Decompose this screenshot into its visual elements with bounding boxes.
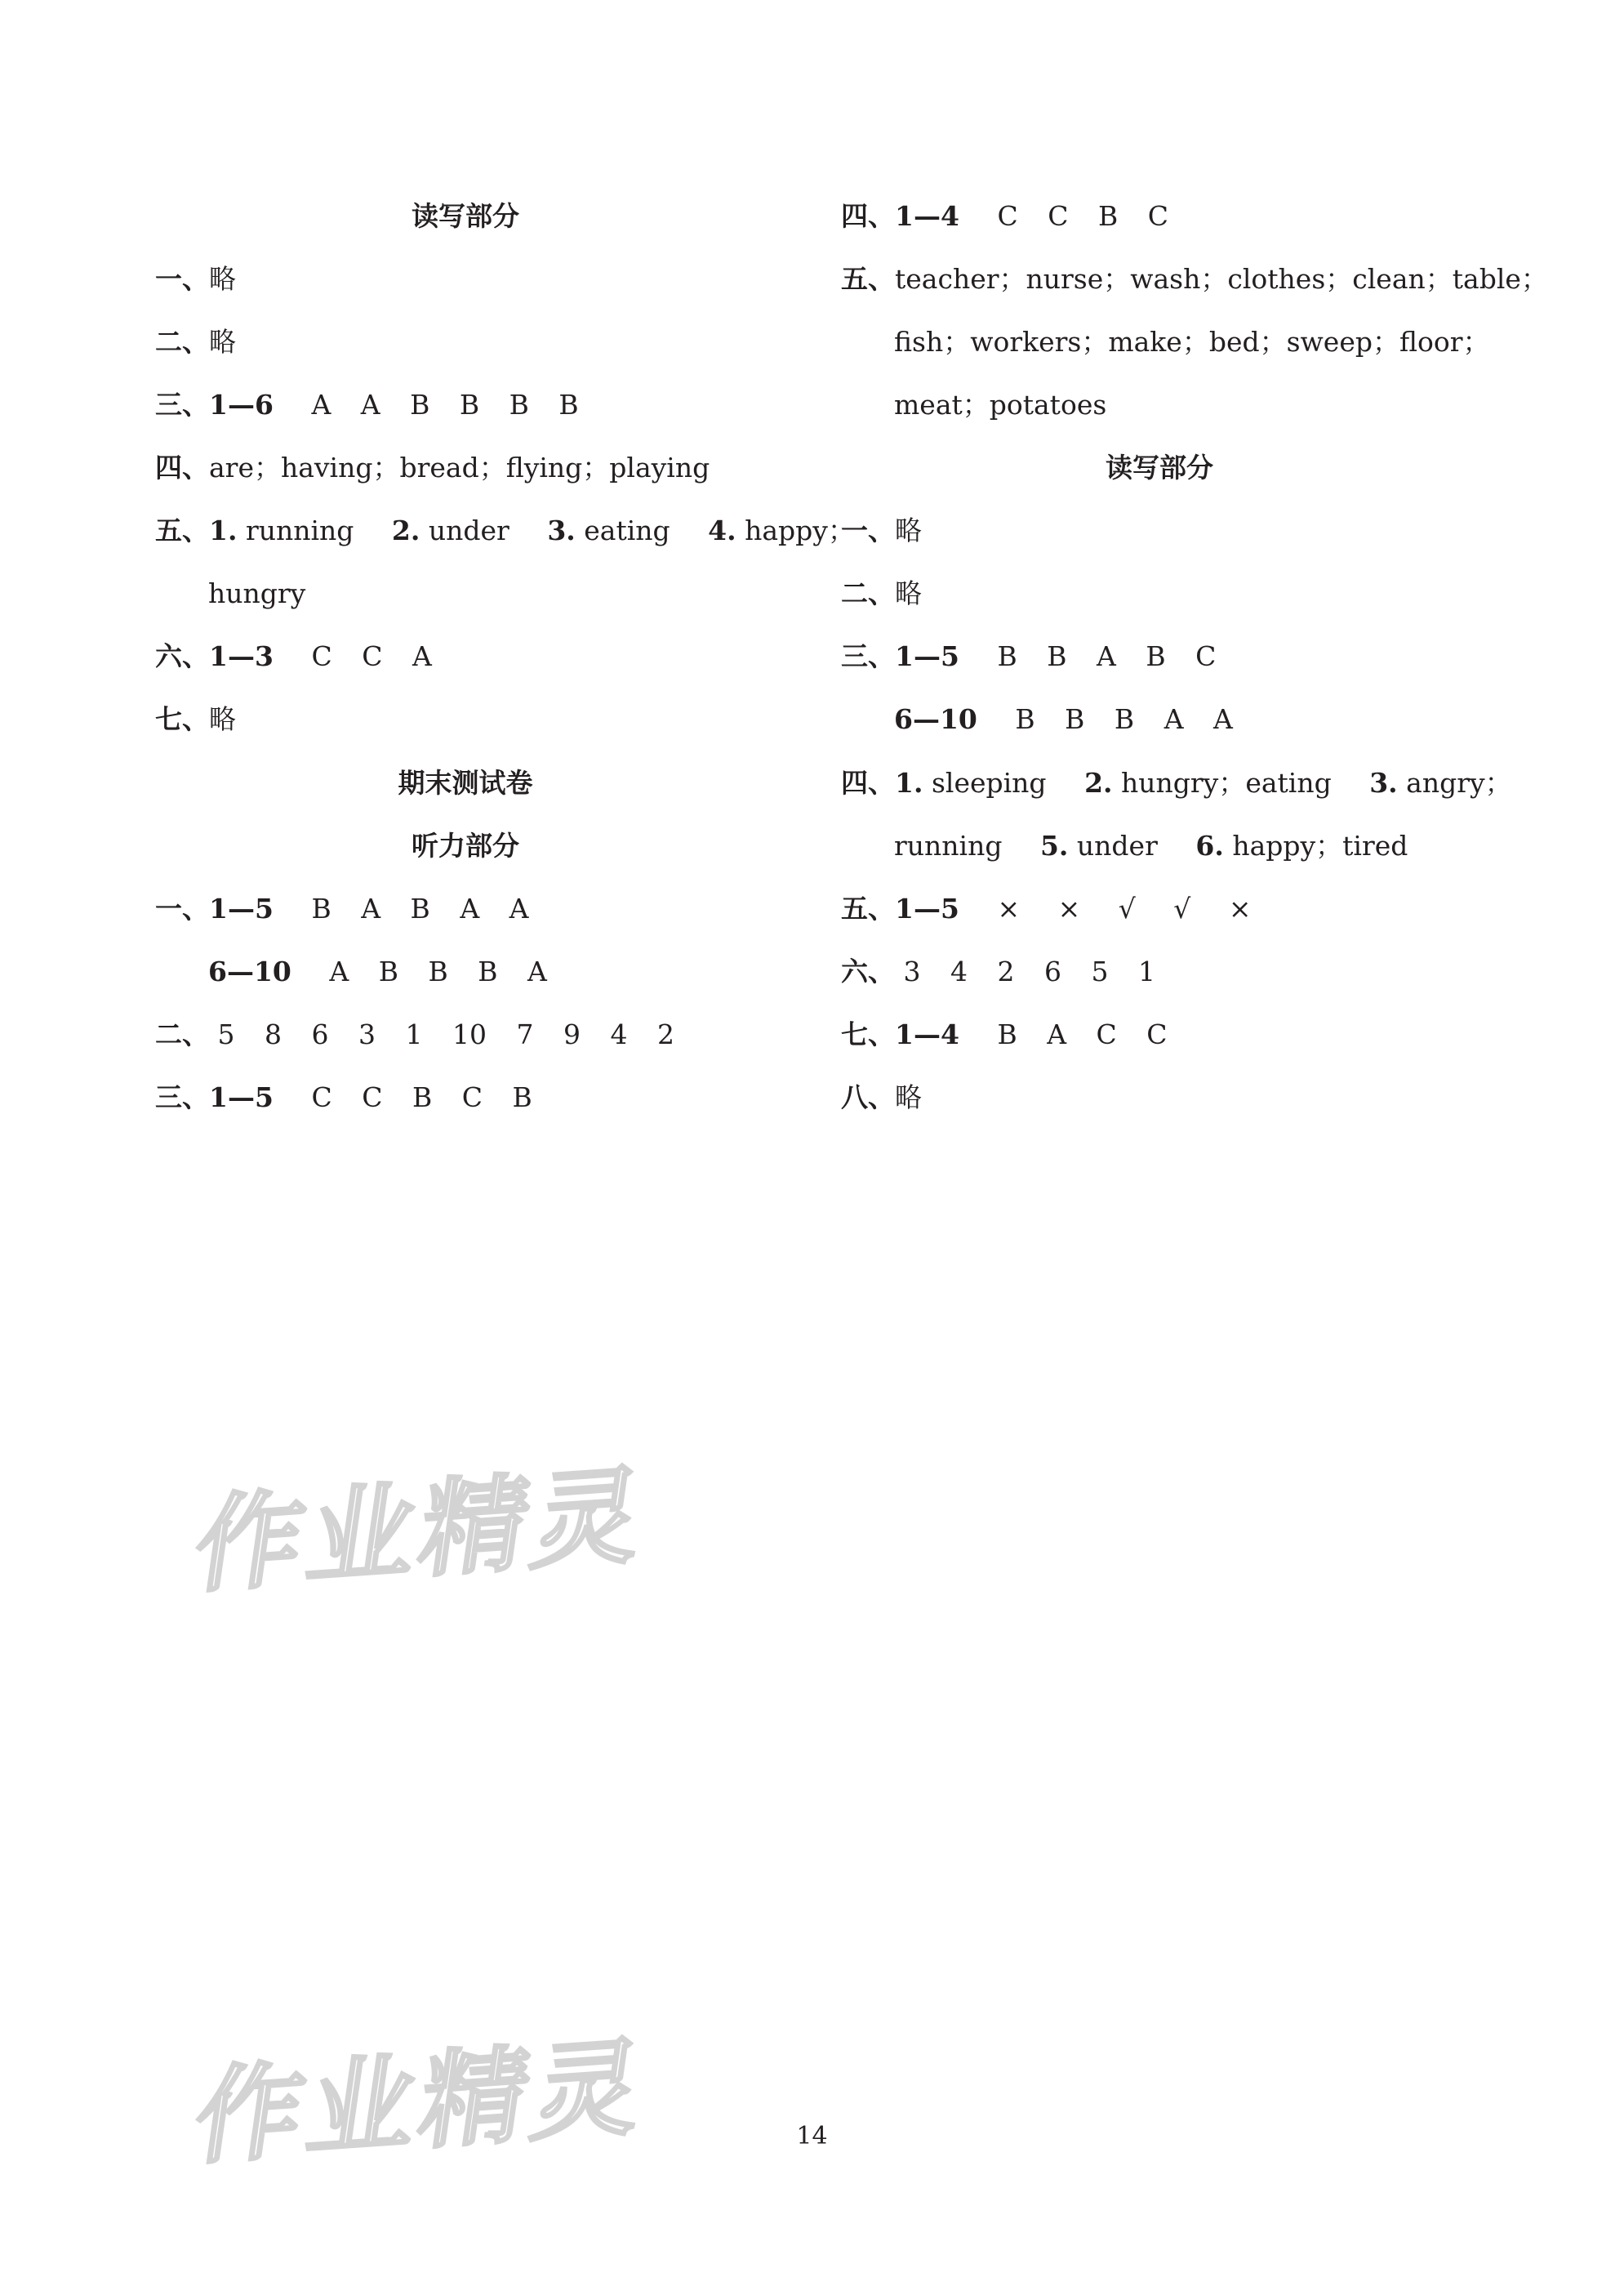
answer-item: C [1048, 200, 1069, 232]
item-number: 2. [1084, 767, 1113, 799]
answer-item: workers； [970, 326, 1109, 358]
answer-item: A [460, 893, 480, 925]
question-label: 七、 [155, 703, 209, 735]
answer-item: sweep； [1286, 326, 1399, 358]
answer-item: × [1057, 893, 1081, 925]
item-number: 3. [1369, 767, 1398, 799]
answer-line [841, 198, 1168, 234]
question-range: 1—5 [895, 640, 959, 672]
answer-item: A [329, 956, 349, 987]
answer-item: C [997, 200, 1018, 232]
section-heading-listening: 听力部分 [412, 830, 519, 862]
answer-text: 略 [895, 577, 922, 609]
item-number: 1. [895, 767, 923, 799]
question-label: 二、 [841, 577, 895, 609]
answer-line [155, 261, 236, 297]
answer-line [841, 261, 1548, 297]
question-label: 四、 [841, 200, 895, 232]
answer-item: 3 [358, 1018, 376, 1050]
question-label: 三、 [841, 640, 895, 672]
answer-item: B [410, 893, 430, 925]
answer-continuation: hungry [208, 577, 306, 609]
answer-item: 5 [217, 1018, 235, 1050]
answer-item: A [412, 640, 432, 672]
answer-line [841, 513, 922, 549]
answer-item: × [1228, 893, 1252, 925]
answer-item: √ [1173, 893, 1191, 925]
answer-line [155, 1017, 674, 1053]
item-number: 1. [209, 515, 238, 546]
answer-item: happy； [745, 515, 855, 546]
answer-item: A [311, 389, 331, 421]
answer-item: C [362, 1081, 383, 1113]
answer-item: A [360, 389, 380, 421]
answer-item: C [362, 640, 383, 672]
answer-item: B [997, 640, 1017, 672]
answer-item: B [1146, 640, 1166, 672]
question-range: 6—10 [894, 703, 977, 735]
answer-item: B [997, 1018, 1017, 1050]
answer-item: B [558, 389, 579, 421]
question-label: 六、 [155, 640, 209, 672]
answer-item: fish； [894, 326, 971, 358]
item-number: 3. [547, 515, 576, 546]
answer-item: C [311, 1081, 332, 1113]
answer-item: A [1047, 1018, 1067, 1050]
answer-line [155, 513, 855, 549]
answer-line [155, 324, 236, 360]
question-label: 五、 [155, 515, 209, 546]
answer-item: 6 [1044, 956, 1061, 987]
answer-line [841, 1017, 1168, 1053]
question-range: 6—10 [208, 956, 291, 987]
answer-item: A [1163, 703, 1184, 735]
answer-item: 7 [516, 1018, 534, 1050]
answer-item: C [461, 1081, 483, 1113]
answer-item: happy；tired [1232, 830, 1408, 862]
answer-item: bed； [1208, 326, 1287, 358]
answer-item: B [1065, 703, 1085, 735]
section-heading-reading-writing: 读写部分 [1106, 452, 1213, 484]
answer-item: B [378, 956, 398, 987]
question-label: 八、 [841, 1081, 895, 1113]
answer-text: 略 [895, 1081, 922, 1113]
answer-line [155, 450, 710, 486]
answer-item: 2 [997, 956, 1015, 987]
answer-item: teacher； [895, 263, 1026, 295]
answer-item: clothes； [1227, 263, 1353, 295]
answer-item: 4 [610, 1018, 628, 1050]
answer-item: clean； [1352, 263, 1453, 295]
answer-item: running [894, 830, 1003, 862]
answer-item: 4 [950, 956, 968, 987]
answer-item: under [428, 515, 509, 546]
answer-item: 6 [311, 1018, 329, 1050]
answer-item: A [361, 893, 381, 925]
answer-item: running [245, 515, 354, 546]
answer-item: B [512, 1081, 532, 1113]
answer-item: A [527, 956, 547, 987]
answer-item: B [412, 1081, 433, 1113]
question-label: 五、 [841, 893, 895, 925]
answer-item: √ [1118, 893, 1136, 925]
answer-item: C [1195, 640, 1217, 672]
answer-item: angry； [1406, 767, 1512, 799]
answer-item: hungry；eating [1121, 767, 1332, 799]
section-heading-reading-writing: 读写部分 [412, 200, 519, 232]
answer-item: × [997, 893, 1021, 925]
answer-item: under [1076, 830, 1158, 862]
answer-item: 9 [563, 1018, 581, 1050]
answer-item: C [1096, 1018, 1117, 1050]
answer-item: B [478, 956, 498, 987]
question-range: 1—5 [895, 893, 959, 925]
answer-item: 10 [452, 1018, 487, 1050]
answer-item: 8 [265, 1018, 282, 1050]
question-label: 一、 [155, 263, 209, 295]
answer-item: B [311, 893, 331, 925]
answer-continuation [894, 828, 1408, 864]
question-range: 1—5 [209, 893, 274, 925]
answer-line [155, 387, 579, 423]
question-range: 1—6 [209, 389, 274, 421]
question-range: 1—5 [209, 1081, 274, 1113]
question-label: 三、 [155, 389, 209, 421]
answer-text: 略 [209, 263, 236, 295]
question-label: 四、 [155, 452, 209, 484]
answer-text: 略 [209, 703, 236, 735]
answer-item: table； [1452, 263, 1548, 295]
answer-item: A [1096, 640, 1116, 672]
watermark: 作业精灵 [187, 2025, 655, 2180]
question-label: 二、 [155, 326, 209, 358]
answer-item: make； [1108, 326, 1209, 358]
item-number: 6. [1195, 830, 1224, 862]
answer-text: 略 [209, 326, 236, 358]
answer-item: B [1097, 200, 1119, 232]
question-range: 1—4 [895, 200, 959, 232]
answer-item: C [311, 640, 332, 672]
watermark: 作业精灵 [187, 1453, 655, 1608]
answer-item: C [1147, 200, 1168, 232]
answer-item: 1 [1138, 956, 1155, 987]
answer-item: A [509, 893, 529, 925]
answer-line [841, 891, 1251, 927]
answer-item: nurse； [1026, 263, 1131, 295]
answer-text: 略 [895, 515, 922, 546]
answer-line [155, 891, 529, 927]
answer-line [155, 702, 236, 738]
answer-item: B [1015, 703, 1035, 735]
question-label: 二、 [155, 1018, 209, 1050]
question-label: 三、 [155, 1081, 209, 1113]
answer-item: 5 [1091, 956, 1109, 987]
answer-item: floor； [1399, 326, 1490, 358]
answer-line [841, 765, 1512, 801]
question-label: 一、 [841, 515, 895, 546]
question-range: 1—3 [209, 640, 274, 672]
answer-line [155, 1080, 532, 1116]
answer-line [155, 639, 432, 675]
question-label: 五、 [841, 263, 895, 295]
answer-line [841, 954, 1155, 990]
answer-item: 1 [405, 1018, 423, 1050]
answer-line [841, 639, 1216, 675]
question-label: 六、 [841, 956, 895, 987]
answer-item: 3 [903, 956, 921, 987]
answer-item: B [509, 389, 529, 421]
item-number: 5. [1039, 830, 1069, 862]
question-label: 四、 [841, 767, 895, 799]
answer-line [894, 702, 1233, 738]
page-number: 14 [796, 2122, 828, 2150]
section-heading-final-test: 期末测试卷 [398, 767, 533, 799]
answer-item: B [410, 389, 430, 421]
answer-line [208, 954, 547, 990]
item-number: 2. [391, 515, 420, 546]
answer-item: B [428, 956, 448, 987]
answer-text: are；having；bread；flying；playing [209, 452, 710, 484]
answer-item: eating [584, 515, 670, 546]
answer-item: A [1213, 703, 1233, 735]
question-label: 一、 [155, 893, 209, 925]
answer-line [841, 1080, 922, 1116]
answer-line [841, 576, 922, 612]
answer-item: B [1114, 703, 1135, 735]
question-label: 七、 [841, 1018, 895, 1050]
answer-continuation [894, 324, 1490, 360]
answer-item: 2 [657, 1018, 674, 1050]
question-range: 1—4 [895, 1018, 959, 1050]
answer-item: wash； [1130, 263, 1228, 295]
answer-item: C [1146, 1018, 1168, 1050]
answer-item: sleeping [931, 767, 1047, 799]
item-number: 4. [708, 515, 736, 546]
answer-item: B [459, 389, 480, 421]
answer-continuation: meat；potatoes [894, 389, 1107, 421]
answer-item: B [1047, 640, 1067, 672]
